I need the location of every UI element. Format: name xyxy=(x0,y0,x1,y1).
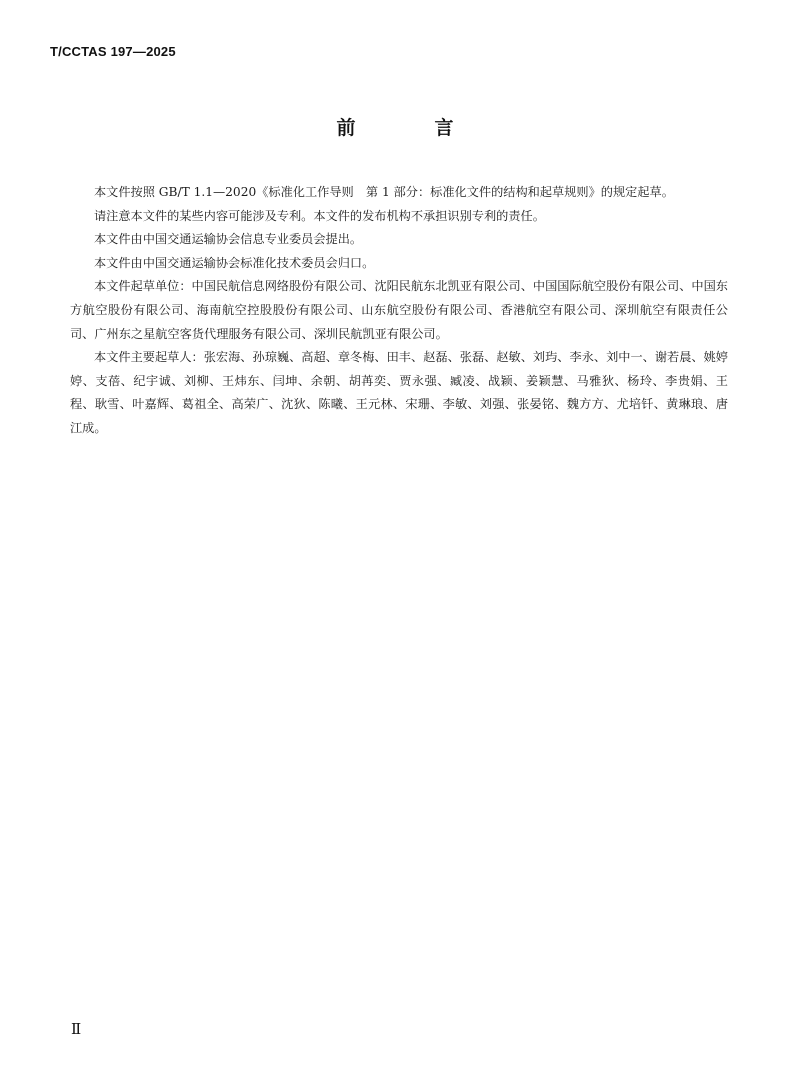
document-code: T/CCTAS 197—2025 xyxy=(50,44,176,59)
page-number: Ⅱ xyxy=(71,1020,82,1038)
paragraph-proposer: 本文件由中国交通运输协会信息专业委员会提出。 xyxy=(94,232,363,247)
paragraph-drafting-rules: 本文件按照 GB/T 1.1—2020《标准化工作导则 第 1 部分：标准化文件的结构和起草规则》的规定起草。 xyxy=(94,185,674,199)
paragraph-patent-notice: 请注意本文件的某些内容可能涉及专利。本文件的发布机构不承担识别专利的责任。 xyxy=(94,208,545,223)
body-text xyxy=(70,181,728,441)
section-title: 前 言 xyxy=(336,117,484,139)
paragraph-main-drafters: 本文件主要起草人：张宏海、孙琼巍、高超、章冬梅、田丰、赵磊、张磊、赵敏、刘玙、李永、刘中一、谢若晨、姚婷婷、支蓓、纪宇诚、刘柳、王炜东、闫坤、余朝、胡苒奕、贾永强、臧凌、战颖、姜颖慧、马雅狄、杨玲、李贵娟、王程、耿雪、叶嘉辉、葛祖全、高荣广、沈狄、陈曦、王元林、宋珊、李敏、刘强、张晏铭、魏方方、尤培钎、黄琳琅、唐江成。 xyxy=(70,350,728,435)
paragraph-drafting-organizations: 本文件起草单位：中国民航信息网络股份有限公司、沈阳民航东北凯亚有限公司、中国国际航空股份有限公司、中国东方航空股份有限公司、海南航空控股股份有限公司、山东航空股份有限公司、香港航空有限公司、深圳航空有限责任公司、广州东之星航空客货代理服务有限公司、深圳民航凯亚有限公司。 xyxy=(70,279,728,341)
paragraph-centralized-management: 本文件由中国交通运输协会标准化技术委员会归口。 xyxy=(94,255,375,270)
